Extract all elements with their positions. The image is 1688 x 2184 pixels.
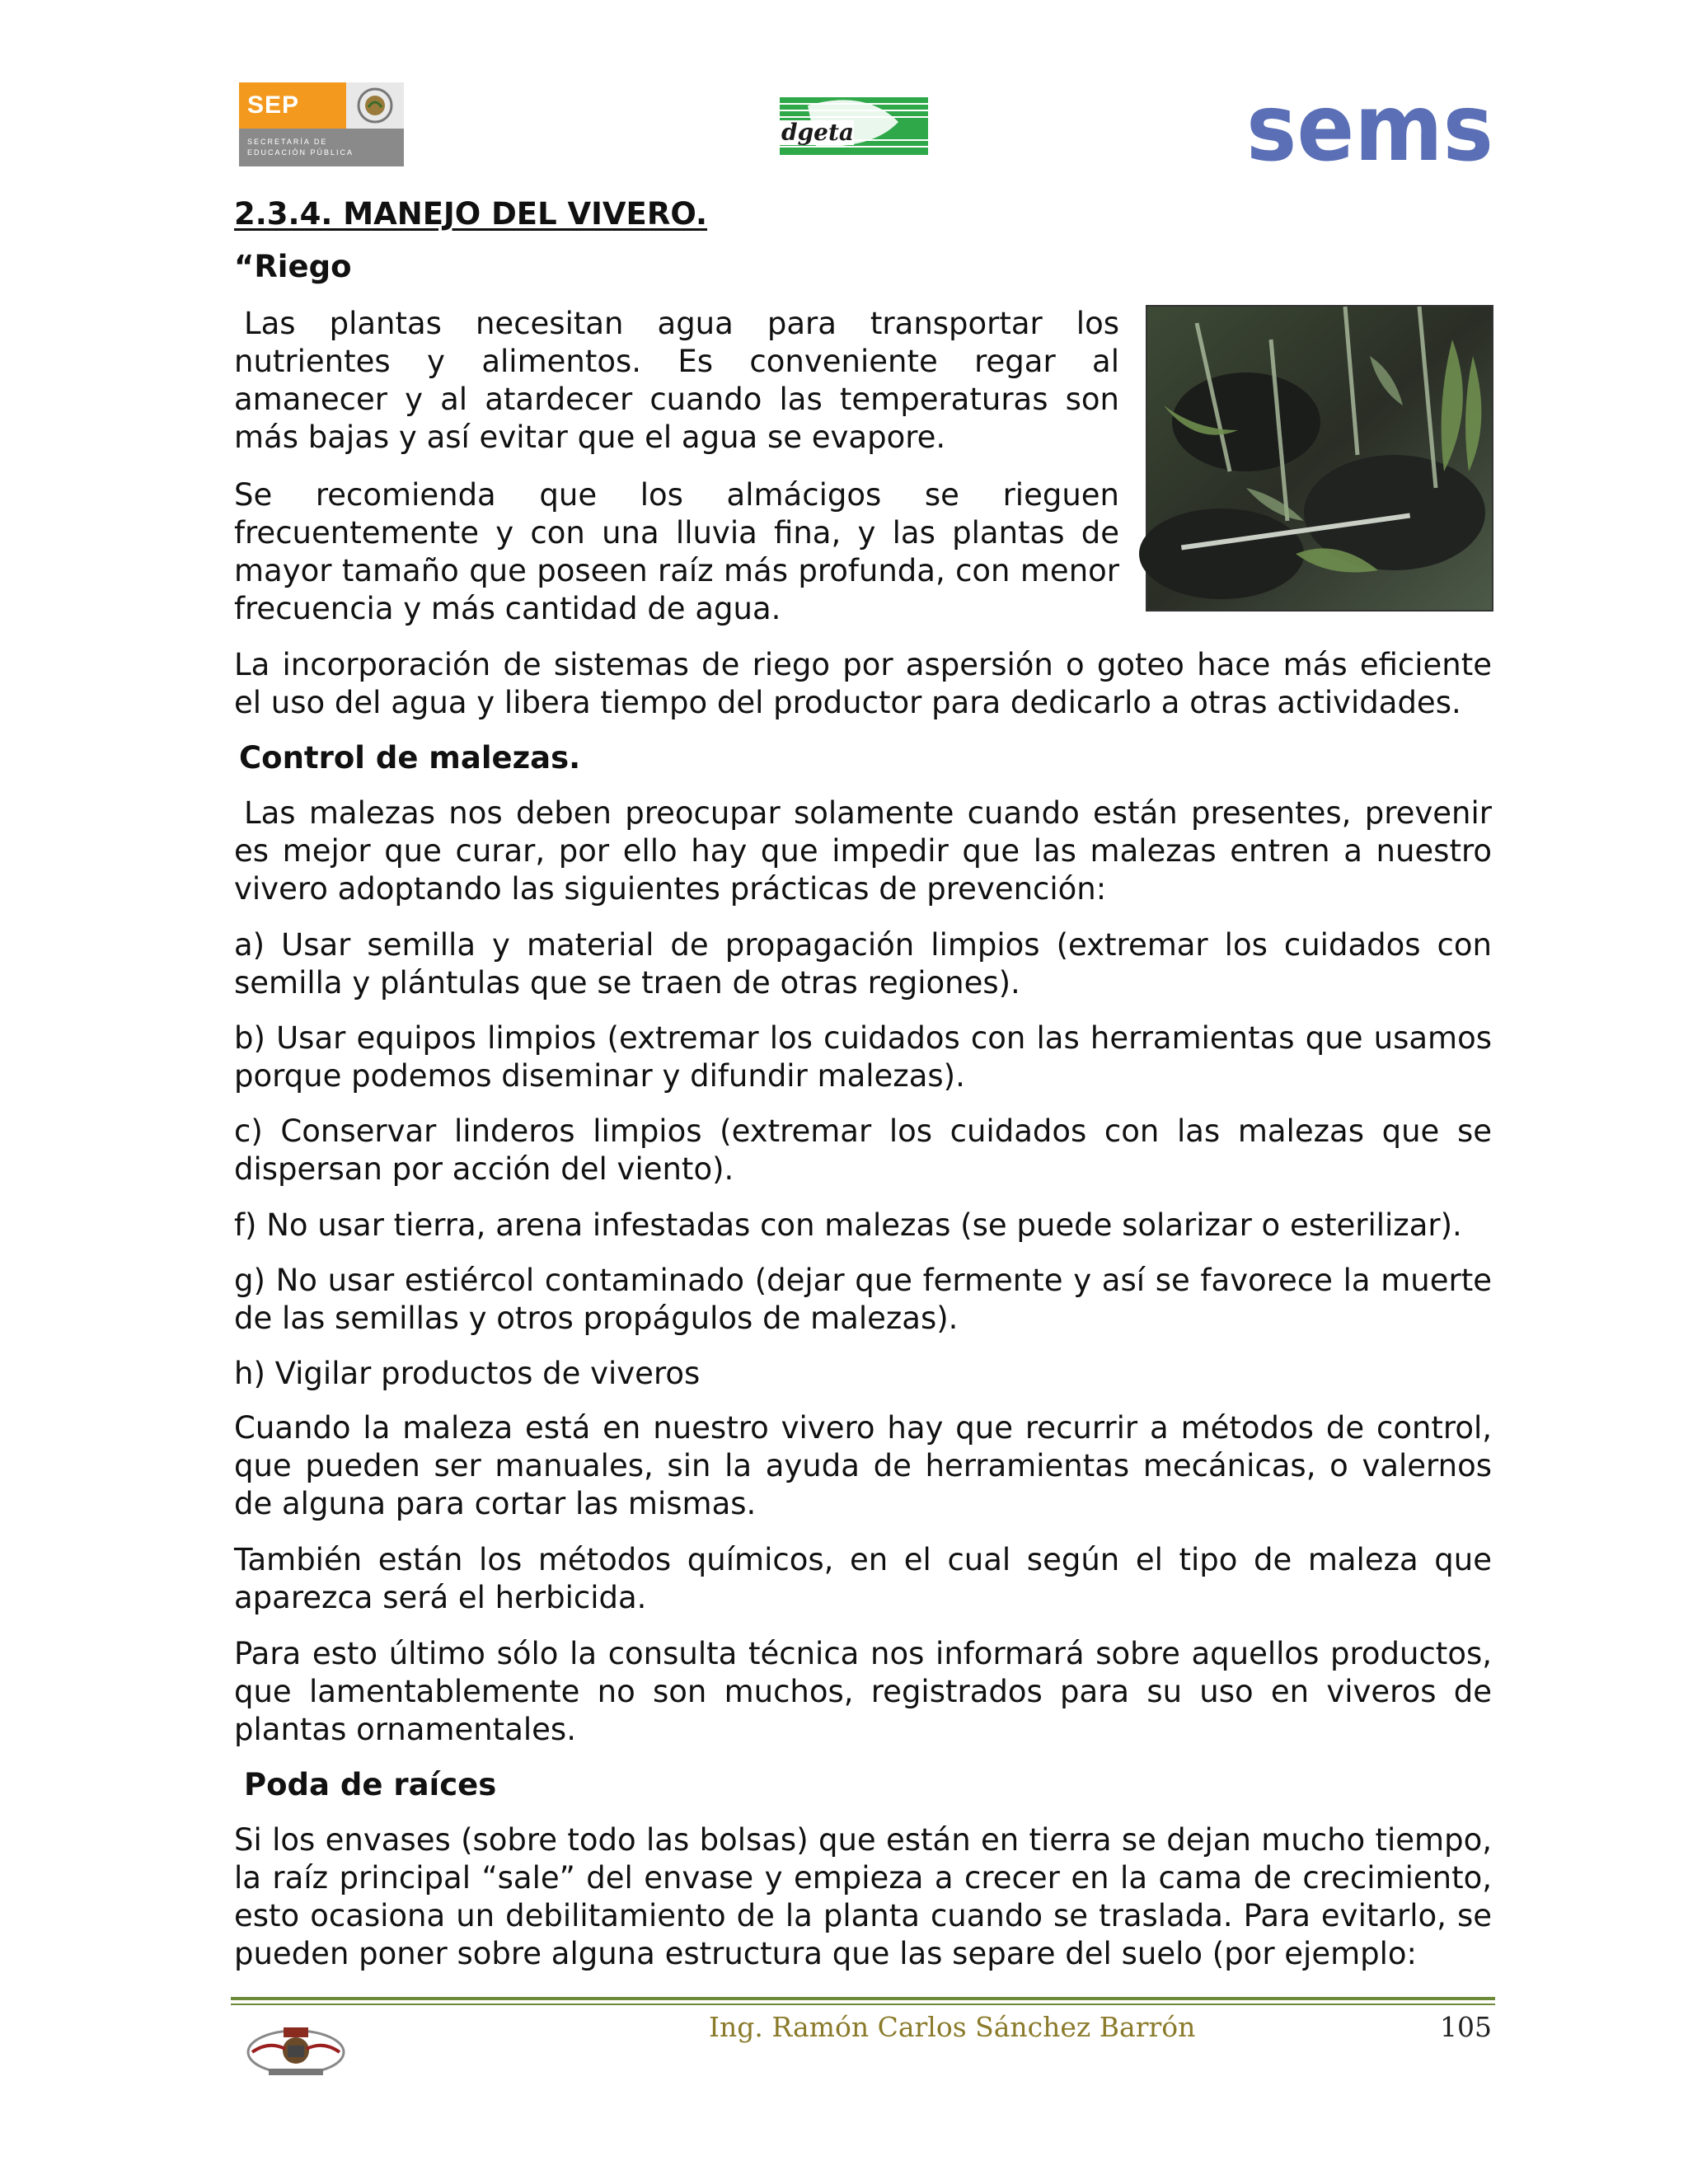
paragraph-riego-1: Las plantas necesitan agua para transportar los nutrientes y alimentos. Es conveniente regar al amanecer y al atardecer cuando las temperaturas son más bajas y así evitar que el agua se evapore. xyxy=(234,306,1119,455)
list-item-f: f) No usar tierra, arena infestadas con malezas (se puede solarizar o esterilizar). xyxy=(234,1207,1462,1243)
list-item-h: h) Vigilar productos de viveros xyxy=(234,1356,701,1391)
sep-subtitle-line2: EDUCACIÓN PÚBLICA xyxy=(247,148,354,157)
nursery-plants-photo xyxy=(1146,305,1493,612)
riego-title: “Riego xyxy=(234,249,352,284)
dgeta-logo-text: dgeta xyxy=(781,119,855,146)
list-item-b: b) Usar equipos limpios (extremar los cuidados con las herramientas que usamos porque podemos diseminar y difundir malezas). xyxy=(234,1020,1492,1094)
paragraph-malezas-intro: Las malezas nos deben preocupar solamente cuando están presentes, prevenir es mejor que curar, por ello hay que impedir que las malezas entren a nuestro vivero adoptando las siguientes prácticas de prevención: xyxy=(234,795,1492,907)
list-item-g: g) No usar estiércol contaminado (dejar que fermente y así se favorece la muerte de las semillas y otros propágulos de malezas). xyxy=(234,1263,1492,1336)
sep-logo-subtitle xyxy=(239,129,404,166)
paragraph-riego-2: Se recomienda que los almácigos se rieguen frecuentemente y con una lluvia fina, y las plantas de mayor tamaño que poseen raíz más profunda, con menor frecuencia y más cantidad de agua. xyxy=(234,477,1119,626)
sep-subtitle-line1: SECRETARÍA DE xyxy=(247,138,328,146)
mexican-seal-icon xyxy=(346,82,404,129)
paragraph-riego-3: La incorporación de sistemas de riego por aspersión o goteo hace más eficiente el uso del agua y libera tiempo del productor para dedicarlo a otras actividades. xyxy=(234,647,1492,720)
list-item-a: a) Usar semilla y material de propagación limpios (extremar los cuidados con semilla y plántulas que se traen de otras regiones). xyxy=(234,927,1492,1001)
sep-logo xyxy=(239,82,404,166)
paragraph-consulta-tecnica: Para esto último sólo la consulta técnica nos informará sobre aquellos productos, que lamentablemente no son muchos, registrados para su uso en viveros de plantas ornamentales. xyxy=(234,1636,1492,1747)
sep-logo-label: SEP xyxy=(239,82,346,129)
page-number: 105 xyxy=(1440,2011,1492,2043)
paragraph-control-manual: Cuando la maleza está en nuestro vivero hay que recurrir a métodos de control, que pueden ser manuales, sin la ayuda de herramientas mecánicas, o valernos de alguna para cortar las mismas. xyxy=(234,1410,1492,1521)
section-heading: 2.3.4. MANEJO DEL VIVERO. xyxy=(234,196,708,232)
control-malezas-title: Control de malezas. xyxy=(239,740,581,776)
footer-divider-thin xyxy=(231,2004,1495,2005)
sems-logo-text: sems xyxy=(1246,74,1493,183)
school-emblem-icon xyxy=(244,2016,348,2083)
sems-logo xyxy=(1246,74,1493,183)
footer-author: Ing. Ramón Carlos Sánchez Barrón xyxy=(709,2011,1196,2043)
footer-divider xyxy=(231,1997,1495,2000)
paragraph-control-quimico: También están los métodos químicos, en el cual según el tipo de maleza que aparezca será el herbicida. xyxy=(234,1542,1492,1615)
list-item-c: c) Conservar linderos limpios (extremar los cuidados con las malezas que se dispersan por acción del viento). xyxy=(234,1113,1492,1187)
dgeta-logo xyxy=(775,89,933,162)
poda-raices-title: Poda de raíces xyxy=(244,1767,497,1802)
paragraph-poda-raices: Si los envases (sobre todo las bolsas) que están en tierra se dejan mucho tiempo, la raíz principal “sale” del envase y empieza a crecer en la cama de crecimiento, esto ocasiona un debilitamiento de la planta cuando se traslada. Para evitarlo, se pueden poner sobre alguna estructura que las separe del suelo (por ejemplo: xyxy=(234,1822,1492,1971)
